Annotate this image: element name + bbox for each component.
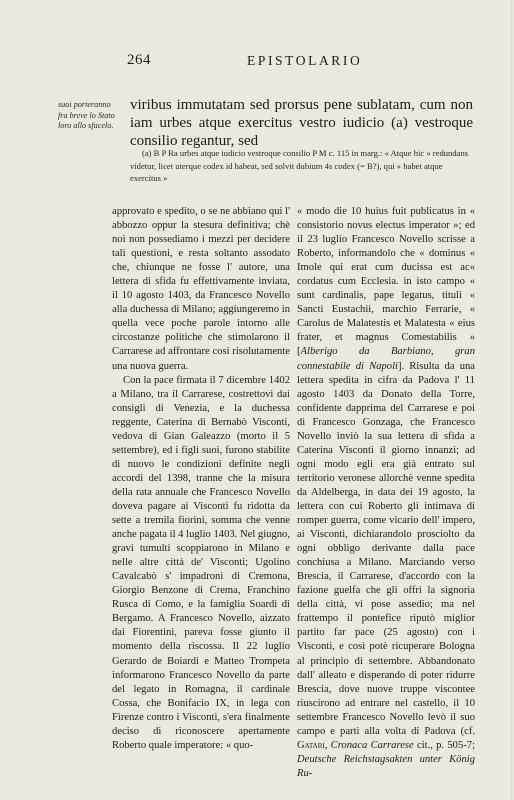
right-italic-3: Deutsche Reichstagsakten unter König Ru- xyxy=(297,753,475,779)
right-smallcaps-1: Gatari xyxy=(297,739,325,751)
right-italic-2: Cronaca Carrarese xyxy=(330,739,414,751)
right-column xyxy=(297,205,475,781)
margin-note: suoi porteranno fra breve lo Stato loro allo sfacelo. xyxy=(58,100,115,131)
footnote xyxy=(130,147,473,185)
footnote-text: (a) B P Ra urbes atque iudicio vestroque consilio P M c. 115 in marg.: « Atque hic » redundans videtur, licet uterque codex id habeat, sed solvit dubium 4s codex (= B?), qui » habet atque exercitus » xyxy=(130,148,469,184)
right-text-4: cit., p. 505-7; xyxy=(413,739,476,751)
latin-paragraph: viribus immutatam sed prorsus pene sublatam, cum non iam urbes atque exercitus vestro iudicio (a) vestroque consilio regantur, sed xyxy=(130,97,473,149)
left-paragraph-2: Con la pace firmata il 7 dicembre 1402 a Milano, tra il Carrarese, costrettovi dai consigli di Venezia, e la duchessa reggente, Caterina di Bernabò Visconti, vedova di Gian Galeazzo (morto il 5 settembre), ed i figli suoi, furono stabilite di nuovo le condizioni definite negli accordi del 1398, tranne che la misura della rata annuale che Francesco Novello doveva pagare ai Visconti fu ridotta da sette a tremila fiorini, somma che venne anche pagata il 4 luglio 1403. Nel giugno, gravi tumulti scoppiarono in Milano e nelle altre città de' Visconti; Ugolino Cavalcabò s' impadronì di Cremona, Giorgio Benzone di Crema, Franchino Rusca di Como, e la famiglia Soardi di Bergamo. A Francesco Novello, aizzato dai Fiorentini, pareva fosse giunto il momento della riscossa. Il 22 luglio Gerardo de Boiardi e Matteo Trompeta informarono Francesco Novello da parte del legato in Romagna, il cardinale Cossa, che Bonifacio IX, in lega con Firenze contro i Visconti, s'era finalmente deciso di riconoscere apertamente Roberto quale imperatore: « quo- xyxy=(112,374,290,751)
page-number: 264 xyxy=(127,52,151,68)
right-paragraph xyxy=(297,205,475,781)
right-italic-1: Alberigo da Barbiano, gran connestabile di Napoli xyxy=(297,346,475,372)
right-text-1: « modo die 10 huius fuit publicatus in « consistorio novus electus imperator »; ed il 23 luglio Francesco Novello scrisse a Roberto, informandolo che « dominus « Imole qui erat cum ducissa est ac« cordatus cum Ecclesia. in isto campo « sunt cardinalis, pape legatus, tituli « Sancti Eustachii, marchio Ferrarie, « Carolus de Malatestis et Malatesta « eius frater, et magnus Comestabilis » [ xyxy=(297,206,475,358)
latin-text xyxy=(130,96,473,150)
page-header xyxy=(0,52,514,72)
right-text-2: ]. Risulta da una lettera spedita in cifra da Padova l' 11 agosto 1403 da Donato della Torre, confidente dapprima del Carrarese e poi di Francesco Gonzaga, che Francesco Novello inviò la sua lettera di sfida a Caterina Visconti il giorno innanzi; ad ogni modo egli era già entrato sul territorio veronese allorchè venne spedita da Aldelberga, in data dei 19 agosto, la lettera con cui Roberto gli intimava di romper guerra, come vicario dell' impero, ai Visconti, dichiarandolo prosciolto da ogni obbligo derivante dalla pace conchiusa a Milano. Marciando verso Brescia, il Carrarese, d'accordo con la fazione guelfa che gli offrì la signoria della città, vi pose assedio; ma nel frattempo il pontefice riputò miglior partito far pace (25 agosto) con i Visconti, e così potè ricuperare Bologna al principio di settembre. Abbandonato dall' alleato e disperando di poter ridurre Brescia, dove nuove truppe viscontee riuscirono ad entrare nel castello, il 10 settembre Francesco Novello levò il suo campo e partì alla volta di Padova (cf. xyxy=(297,360,475,737)
left-paragraph-1: approvato e spedito, o se ne abbiano qui l' abbozzo oppur la stesura definitiva; chè noi non possediamo i mezzi per decidere tali questioni, e resta soltanto assodato che, chiunque ne fosse l' autore, una lettera di sfida fu effettivamente inviata, il 10 agosto 1403, da Francesco Novello alla duchessa di Milano; aggiungeremo in quella vece poche parole intorno alle circostanze politiche che stimolarono il Carrarese ad affrontare così risolutamente una nuova guerra. xyxy=(112,206,290,372)
running-title: EPISTOLARIO xyxy=(247,53,363,68)
right-text-3: , xyxy=(324,739,331,751)
left-column xyxy=(112,205,290,753)
